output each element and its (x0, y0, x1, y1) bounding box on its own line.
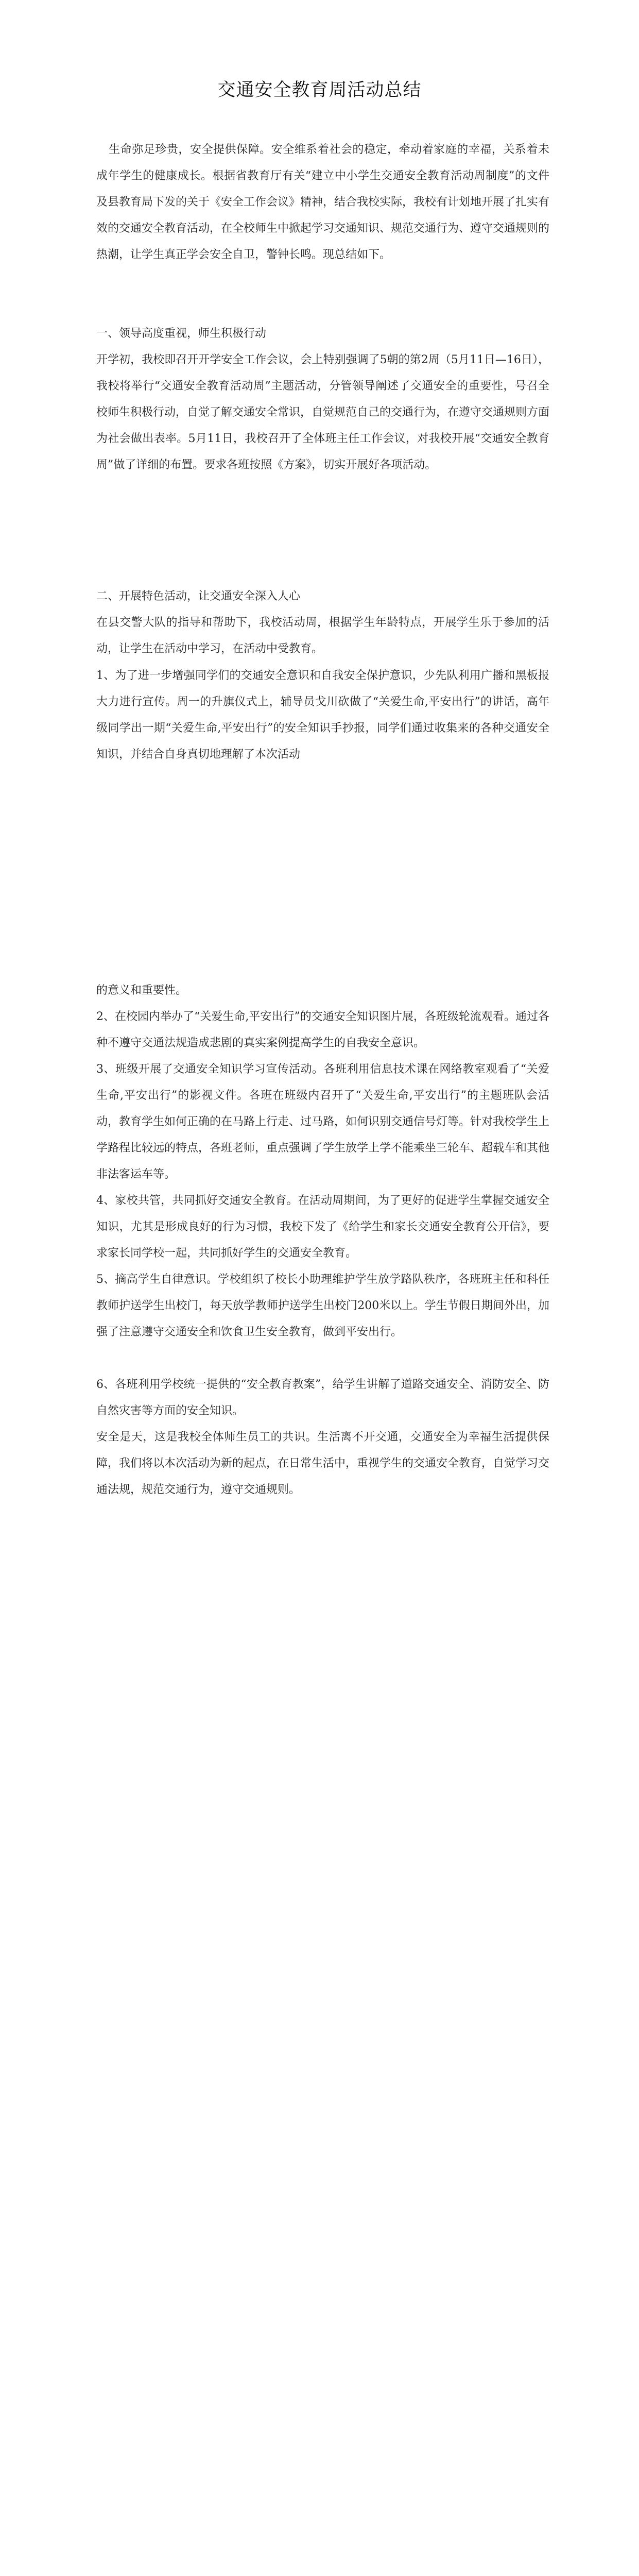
activity-3-paragraph: 3、班级开展了交通安全知识学习宣传活动。各班利用信息技术课在网络教室观看了“关爱生命,平安出行”的影视文件。各班在班级内召开了“关爱生命,平安出行”的主题班队会活动，教育学生如何正确的在马路上行走、过马路，如何识别交通信号灯等。针对我校学生上学路程比较远的特点，各班老师，重点强调了学生放学上学不能乘坐三轮车、超载车和其他非法客运车等。 (96, 1063, 550, 1181)
activity-1-paragraph: 1、为了进一步增强同学们的交通安全意识和自我安全保护意识，少先队利用广播和黑板报大力进行宣传。周一的升旗仪式上，辅导员戈川砍做了“关爱生命,平安出行”的讲话，高年级同学出一期“关爱生命,平安出行”的安全知识手抄报，同学们通过收集来的各种交通安全知识，并结合自身真切地理解了本次活动 (96, 669, 549, 761)
activity-6-paragraph: 6、各班利用学校统一提供的“安全教育教案”，给学生讲解了道路交通安全、消防安全、防自然灾害等方面的安全知识。 (96, 1378, 549, 1417)
activity-1-continuation: 的意义和重要性。 (96, 984, 187, 997)
document-title: 交通安全教育周活动总结 (217, 80, 422, 100)
activity-2-paragraph: 2、在校园内举办了“关爱生命,平安出行”的交通安全知识图片展，各班级轮流观看。通过各种不遵守交通法规造成悲剧的真实案例提高学生的自我安全意识。 (96, 1010, 549, 1049)
activity-5-paragraph: 5、摘高学生自律意识。学校组织了校长小助理维护学生放学路队秩序，各班班主任和科任教师护送学生出校门，每天放学教师护送学生出校门200米以上。学生节假日期间外出，加强了注意遵守交通安全和饮食卫生安全教育，做到平安出行。 (96, 1273, 549, 1338)
closing-paragraph: 安全是天，这是我校全体师生员工的共识。生活离不开交通，交通安全为幸福生活提供保障，我们将以本次活动为新的起点，在日常生活中，重视学生的交通安全教育，自觉学习交通法规，规范交通行为，遵守交通规则。 (96, 1431, 550, 1496)
section-heading-2: 二、开展特色活动，让交通安全深入人心 (96, 590, 301, 603)
intro-paragraph: 生命弥足珍贵，安全提供保障。安全维系着社会的稳定，牵动着家庭的幸福，关系着未成年学生的健康成长。根据省教育厅有关“建立中小学生交通安全教育活动周制度”的文件及县教育局下发的关于《安全工作会议》精神，结合我校实际，我校有计划地开展了扎实有效的交通安全教育活动，在全校师生中掀起学习交通知识、规范交通行为、遵守交通规则的热潮，让学生真正学会安全自卫，警钟长鸣。现总结如下。 (96, 143, 550, 261)
section-2-intro-paragraph: 在县交警大队的指导和帮助下，我校活动周，根据学生年龄特点，开展学生乐于参加的活动，让学生在活动中学习，在活动中受教育。 (96, 616, 549, 655)
section-heading-1: 一、领导高度重视，师生积极行动 (96, 327, 267, 340)
activity-4-paragraph: 4、家校共管，共同抓好交通安全教育。在活动周期间，为了更好的促进学生掌握交通安全知识，尤其是形成良好的行为习惯，我校下发了《给学生和家长交通安全教育公开信》，要求家长同学校一起，共同抓好学生的交通安全教育。 (96, 1194, 549, 1260)
section-1-paragraph: 开学初，我校即召开开学安全工作会议，会上特别强调了5朝的第2周（5月11日—16日），我校将举行“交通安全教育活动周”主题活动，分管领导阐述了交通安全的重要性，号召全校师生积极行动，自觉了解交通安全常识，自觉规范自己的交通行为，在遵守交通规则方面为社会做出表率。5月11日，我校召开了全体班主任工作会议，对我校开展“交通安全教育周”做了详细的布置。要求各班按照《方案》，切实开展好各项活动。 (96, 353, 550, 471)
